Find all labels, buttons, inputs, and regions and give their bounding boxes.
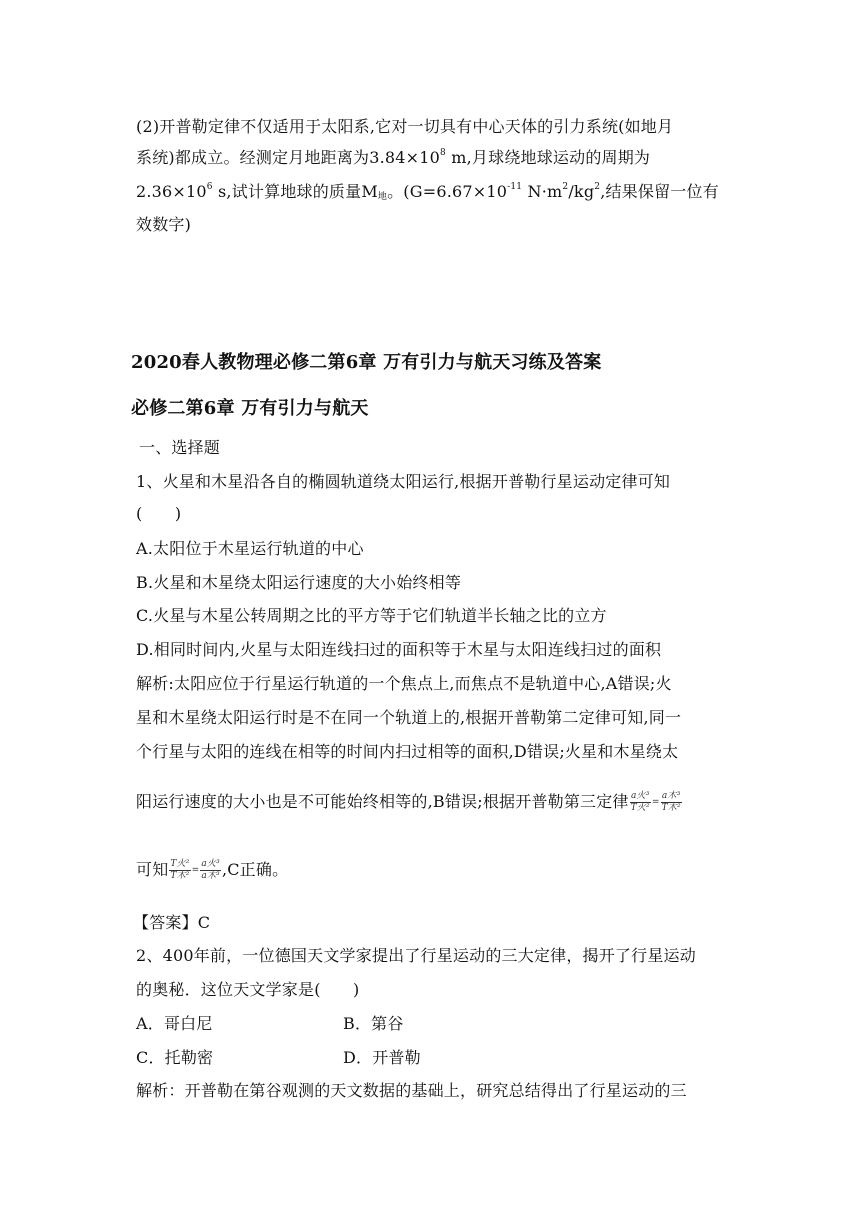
prev-problem-line-3: $2.36\times 10^6$ s,试计算地球的质量$M_地$。($G=6.67\times 10^{-11}$ $N\cdot m^2/kg^2$,结果保留一位有 [136, 182, 719, 202]
q2-stem-line-1: 2、400年前，一位德国天文学家提出了行星运动的三大定律，揭开了行星运动 [136, 946, 696, 965]
q1-analysis-line-1: 解析:太阳应位于行星运行轨道的一个焦点上,而焦点不是轨道中心,A错误;火 [136, 674, 672, 693]
q1-option-b: B.火星和木星绕太阳运行速度的大小始终相等 [136, 573, 462, 592]
q1-answer: 【答案】C [133, 913, 211, 932]
section-heading: 一、选择题 [139, 438, 221, 457]
q1-analysis-line-2: 星和木星绕太阳运行时是不在同一个轨道上的,根据开普勒第二定律可知,同一 [136, 708, 682, 727]
q2-option-a: A．哥白尼 [136, 1014, 213, 1033]
q1-option-c: C.火星与木星公转周期之比的平方等于它们轨道半长轴之比的立方 [136, 606, 607, 625]
document-title: 2020春人教物理必修二第6章 万有引力与航天习练及答案 [131, 352, 602, 373]
q1-analysis-line-4: 阳运行速度的大小也是不可能始终相等的,B错误;根据开普勒第三定律 $\frac{\text{a火³}}{\text{T火²}}$ = $\frac{\text{a木³}}{\text{T木²}}$ [136, 791, 681, 813]
q1-option-a: A.太阳位于木星运行轨道的中心 [136, 539, 364, 558]
q1-option-d: D.相同时间内,火星与太阳连线扫过的面积等于木星与太阳连线扫过的面积 [136, 640, 662, 659]
chapter-subtitle: 必修二第6章 万有引力与航天 [131, 398, 369, 419]
q2-stem-line-2: 的奥秘．这位天文学家是( ) [136, 980, 360, 999]
kepler-third-law-formula: $\frac{\text{a火³}}{\text{T火²}}$ [630, 791, 650, 813]
q2-option-d: D．开普勒 [343, 1048, 421, 1067]
q1-analysis-line-3: 个行星与太阳的连线在相等的时间内扫过相等的面积,D错误;火星和木星绕太 [136, 742, 679, 761]
period-ratio-formula: $\frac{\text{T火²}}{\text{T木²}}$ [170, 859, 190, 881]
q1-stem: 1、火星和木星沿各自的椭圆轨道绕太阳运行,根据开普勒行星运动定律可知 [136, 472, 671, 491]
q1-paren: ( ) [136, 504, 182, 523]
q2-option-b: B．第谷 [343, 1014, 404, 1033]
prev-problem-line-1: (2)开普勒定律不仅适用于太阳系,它对一切具有中心天体的引力系统(如地月 [136, 117, 674, 136]
q2-option-c: C．托勒密 [136, 1048, 214, 1067]
prev-problem-line-2: 系统)都成立。经测定月地距离为$3.84\times 10^8$ m,月球绕地球运动的周期为 [136, 148, 651, 167]
prev-problem-line-4: 效数字) [136, 215, 192, 234]
q1-conclusion: 可知 $\frac{\text{T火²}}{\text{T木²}}$ = $\frac{\text{a火³}}{\text{a木³}}$ ,C正确。 [136, 859, 289, 881]
q2-analysis: 解析：开普勒在第谷观测的天文数据的基础上，研究总结得出了行星运动的三 [136, 1081, 687, 1100]
